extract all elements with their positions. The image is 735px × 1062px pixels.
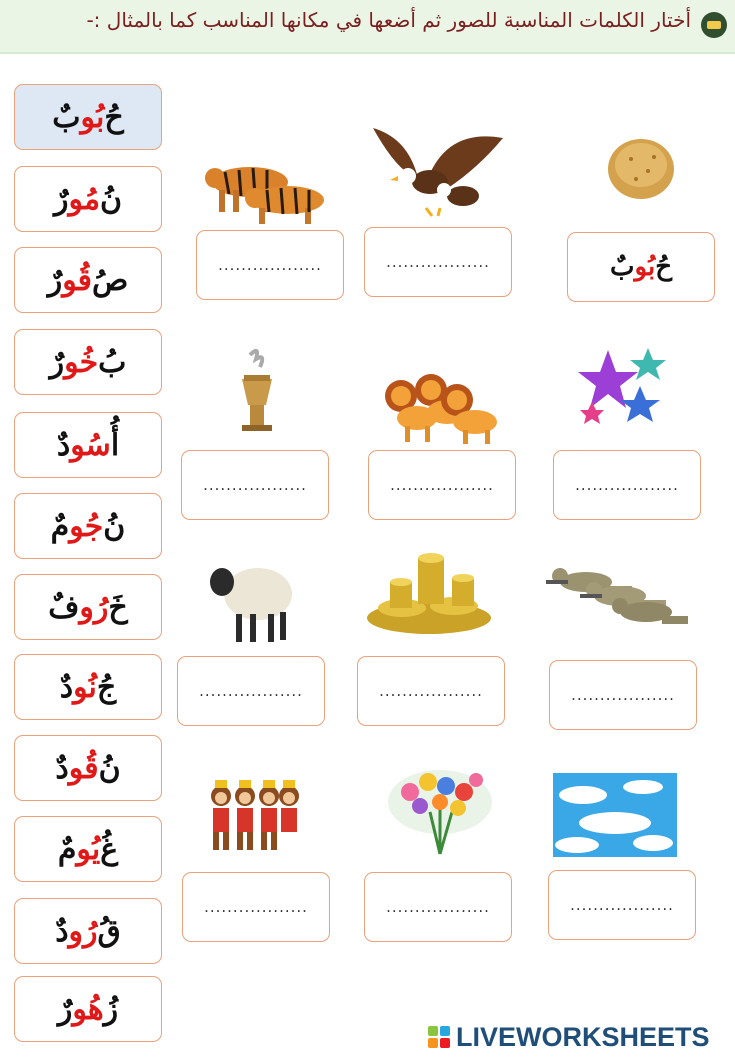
word-letter-highlight: رُو	[68, 913, 98, 949]
liveworksheets-logo-icon	[428, 1026, 450, 1048]
word-letter: أُ	[110, 427, 120, 463]
word-letter: رٌ	[57, 991, 73, 1027]
incense-burner-image	[230, 345, 284, 435]
word-letter-highlight: رُو	[79, 589, 109, 625]
word-letter: دٌ	[56, 427, 71, 463]
answer-box-example[interactable]	[567, 232, 715, 302]
word-letter-highlight: قُو	[68, 750, 99, 786]
word-card[interactable]	[14, 898, 162, 964]
word-card[interactable]	[14, 493, 162, 559]
word-card[interactable]	[14, 735, 162, 801]
word-letter: غُ	[100, 831, 119, 867]
answer-box[interactable]: ..................	[364, 227, 512, 297]
stars-image	[578, 346, 666, 426]
word-letter: نُ	[103, 508, 126, 544]
word-letter-highlight: هُو	[72, 991, 104, 1027]
word-letter-highlight: يُو	[76, 831, 101, 867]
word-letter: فٌ	[48, 589, 80, 625]
word-letter-highlight: نُو	[73, 669, 97, 705]
word-card[interactable]	[14, 816, 162, 882]
answer-box[interactable]: ..................	[368, 450, 516, 520]
clouds-image	[553, 773, 677, 857]
gold-coins-image	[362, 548, 496, 638]
word-card[interactable]	[14, 247, 162, 313]
word-letter: خَ	[108, 589, 128, 625]
liveworksheets-logo[interactable]	[428, 1022, 728, 1052]
word-letter: بٌ	[52, 99, 81, 135]
word-letter-highlight: مُو	[68, 181, 101, 217]
word-letter: نُ	[100, 181, 123, 217]
word-letter: مٌ	[57, 831, 77, 867]
word-letter: رٌ	[53, 181, 69, 217]
eagles-image	[368, 118, 508, 218]
word-letter: حُ	[104, 99, 124, 135]
tigers-image	[205, 152, 327, 224]
word-letter-highlight: سُو	[70, 427, 111, 463]
answer-box[interactable]: ..................	[182, 872, 330, 942]
word-letter: جُ	[96, 669, 117, 705]
word-letter: بٌ	[610, 252, 635, 282]
word-letter: حُ	[655, 252, 672, 282]
word-card[interactable]	[14, 412, 162, 478]
word-letter: رٌ	[49, 344, 65, 380]
word-card[interactable]	[14, 976, 162, 1042]
grains-image	[606, 135, 676, 201]
soldiers-image	[546, 548, 690, 638]
answer-box[interactable]: ..................	[177, 656, 325, 726]
logo-text: LIVEWORKSHEETS	[456, 1021, 710, 1052]
word-card[interactable]	[14, 654, 162, 720]
word-letter-highlight: قُو	[62, 262, 93, 298]
lions-image	[383, 370, 499, 446]
word-letter: صُ	[92, 262, 129, 298]
word-letter: مٌ	[50, 508, 70, 544]
answer-box[interactable]: ..................	[196, 230, 344, 300]
word-letter: دٌ	[55, 750, 69, 786]
book-icon	[701, 12, 727, 38]
word-card[interactable]	[14, 574, 162, 640]
monkeys-image	[207, 780, 301, 856]
answer-box[interactable]: ..................	[181, 450, 329, 520]
word-card[interactable]	[14, 84, 162, 150]
word-letter-highlight: جُو	[69, 508, 104, 544]
word-card[interactable]	[14, 329, 162, 395]
word-letter-highlight: بُو	[80, 99, 105, 135]
word-letter: دٌ	[59, 669, 74, 705]
instruction-text: أختار الكلمات المناسبة للصور ثم أضعها في مكانها المناسب كما بالمثال :-	[86, 8, 691, 32]
word-letter: زُ	[103, 991, 119, 1027]
word-letter: بُ	[98, 344, 127, 380]
word-card[interactable]	[14, 166, 162, 232]
sheep-image	[206, 556, 292, 644]
answer-box[interactable]: ..................	[553, 450, 701, 520]
instruction-header	[0, 0, 735, 54]
word-letter: نُ	[98, 750, 121, 786]
word-letter: رٌ	[47, 262, 63, 298]
answer-box[interactable]: ..................	[549, 660, 697, 730]
word-letter: قُ	[97, 913, 121, 949]
answer-box[interactable]: ..................	[357, 656, 505, 726]
word-letter-highlight: خُو	[64, 344, 99, 380]
word-letter-highlight: بُو	[634, 252, 656, 282]
word-letter: دٌ	[55, 913, 69, 949]
answer-box[interactable]: ..................	[548, 870, 696, 940]
answer-box[interactable]: ..................	[364, 872, 512, 942]
flower-bouquet-image	[380, 762, 500, 858]
